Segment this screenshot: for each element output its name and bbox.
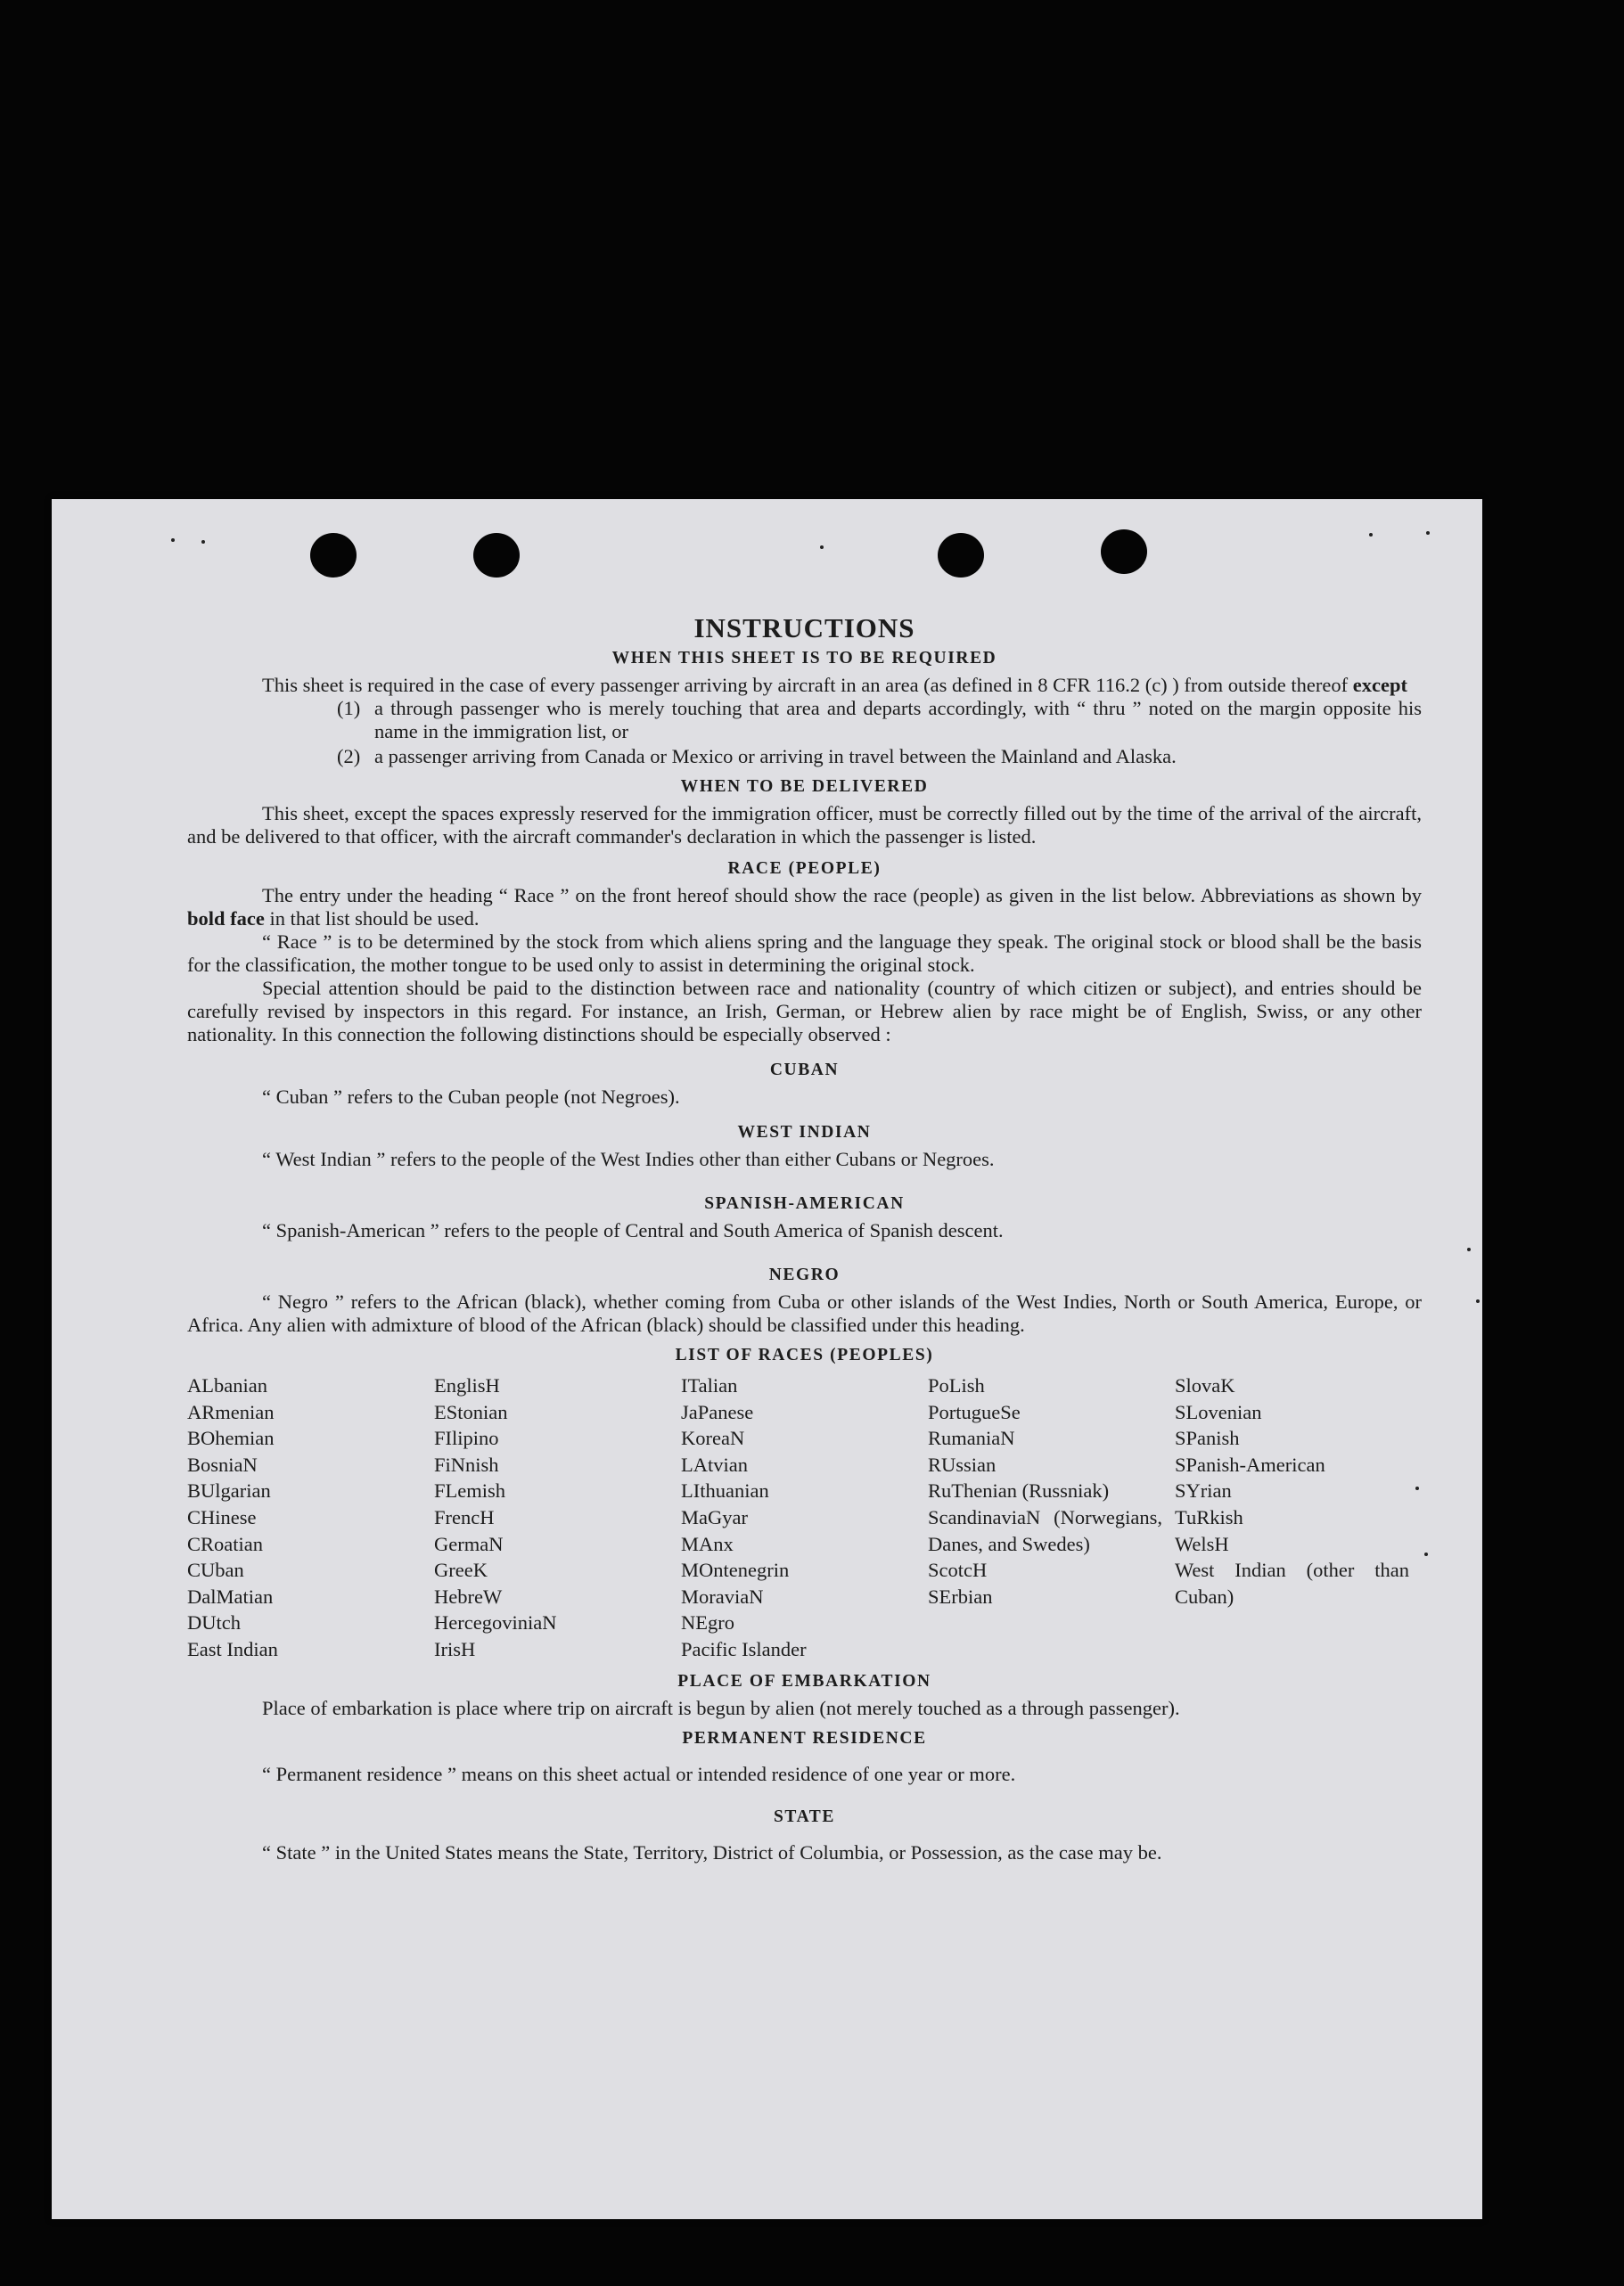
race-entry: FrencH (434, 1505, 495, 1528)
cuban-text: “ Cuban ” refers to the Cuban people (not Negroes). (262, 1086, 680, 1108)
item-text: a passenger arriving from Canada or Mexico or arriving in travel between the Mainland and Alaska. (374, 745, 1177, 767)
race-entry: KoreaN (681, 1427, 745, 1450)
race-entry: ScandinaviaN (Norwegians, Danes, and Swedes) (928, 1505, 1162, 1555)
race-entry: SPanish-American (1175, 1453, 1325, 1476)
item-number: (2) (337, 745, 361, 767)
race-entry: ALbanian (187, 1374, 267, 1397)
race-entry: FIlipino (434, 1427, 499, 1450)
section-heading-list-of-races: LIST OF RACES (PEOPLES) (675, 1346, 934, 1364)
page-title: INSTRUCTIONS (693, 612, 915, 643)
punch-hole (1101, 529, 1147, 574)
race-paragraph-3: Special attention should be paid to the distinction between race and nationality (country of which citizen or subject), and entries should be carefully revised by inspectors in this regard. For instance, an Irish, German, or Hebrew alien by race might be of English, Swiss, or any other nationality. In this connection the following distinctions should be especially observed : (187, 977, 1422, 1045)
when-delivered-text: This sheet, except the spaces expressly reserved for the immigration officer, must be correctly filled out by the time of the arrival of the aircraft, and be delivered to that officer, with the aircraft commander's declaration in which the passenger is listed. (187, 802, 1422, 848)
race-entry: WelsH (1175, 1532, 1229, 1555)
punch-hole (310, 533, 357, 578)
race-entry: CRoatian (187, 1532, 263, 1555)
race-entry: MaGyar (681, 1505, 748, 1528)
item-text: a through passenger who is merely touching that area and departs accordingly, with “ thru ” noted on the margin opposite his name in the immigration list, or (374, 697, 1422, 742)
speck (201, 540, 205, 544)
race-entry: CHinese (187, 1505, 257, 1528)
race-entry: IrisH (434, 1637, 476, 1660)
instructions-content (187, 612, 1422, 1864)
bold-face-text: bold face (187, 907, 265, 930)
race-entry: West Indian (other than Cuban) (1175, 1559, 1409, 1608)
section-heading-spanish-american: SPANISH-AMERICAN (704, 1194, 905, 1213)
race-entry: EnglisH (434, 1374, 500, 1397)
section-heading-west-indian: WEST INDIAN (737, 1123, 872, 1142)
race-entry: ITalian (681, 1374, 738, 1397)
section-heading-race: RACE (PEOPLE) (727, 859, 882, 878)
race-entry: RUssian (928, 1453, 997, 1476)
race-entry: HebreW (434, 1585, 503, 1608)
race-entry: SErbian (928, 1585, 993, 1608)
race-entry: RuThenian (Russniak) (928, 1479, 1110, 1503)
section-heading-negro: NEGRO (768, 1266, 841, 1284)
speck (820, 545, 824, 549)
speck (1369, 533, 1373, 537)
document-page (52, 499, 1482, 2219)
state-text: “ State ” in the United States means the State, Territory, District of Columbia, or Possession, as the case may be. (262, 1840, 1162, 1864)
race-entry: MOntenegrin (681, 1559, 790, 1582)
exception-item (337, 697, 1422, 743)
race-entry: SLovenian (1175, 1400, 1262, 1423)
race-entry: PortugueSe (928, 1400, 1021, 1423)
race-entry: JaPanese (681, 1400, 754, 1423)
race-entry: EStonian (434, 1400, 508, 1423)
race-entry: PoLish (928, 1374, 985, 1397)
race-entry: TuRkish (1175, 1505, 1243, 1528)
race-entry: ARmenian (187, 1400, 275, 1423)
race-paragraph-1: The entry under the heading “ Race ” on the front hereof should show the race (people) as given in the list below. Abbreviations as shown by bold face in that list should be used. (187, 884, 1422, 930)
races-column-5 (1175, 1372, 1422, 1663)
embarkation-text: Place of embarkation is place where trip on aircraft is begun by alien (not merely touched as a through passenger). (262, 1696, 1180, 1719)
section-heading-when-required: WHEN THIS SHEET IS TO BE REQUIRED (611, 649, 997, 668)
speck (1476, 1299, 1480, 1303)
race-entry: Pacific Islander (681, 1637, 807, 1660)
race-entry: NEgro (681, 1611, 734, 1635)
race-entry: FLemish (434, 1479, 506, 1503)
race-entry: LAtvian (681, 1453, 748, 1476)
races-table (187, 1372, 1422, 1663)
race-entry: SPanish (1175, 1427, 1240, 1450)
race-entry: MoraviaN (681, 1585, 764, 1608)
race-entry: East Indian (187, 1637, 278, 1660)
speck (1426, 531, 1430, 535)
race-entry: BUlgarian (187, 1479, 271, 1503)
races-column-4 (928, 1372, 1175, 1663)
race-entry: CUban (187, 1559, 244, 1582)
race-entry: GermaN (434, 1532, 504, 1555)
punch-hole (938, 533, 984, 578)
race-entry: DUtch (187, 1611, 241, 1635)
speck (1467, 1248, 1471, 1251)
bold-except: except (1352, 674, 1407, 696)
speck (1424, 1553, 1428, 1556)
race-entry: ScotcH (928, 1559, 988, 1582)
exception-item (337, 745, 1422, 768)
spanish-american-text: “ Spanish-American ” refers to the people of Central and South America of Spanish descent. (262, 1219, 1004, 1241)
race-entry: MAnx (681, 1532, 734, 1555)
race-entry: FiNnish (434, 1453, 499, 1476)
section-heading-when-delivered: WHEN TO BE DELIVERED (680, 777, 929, 796)
races-column-1 (187, 1372, 434, 1663)
residence-text: “ Permanent residence ” means on this sheet actual or intended residence of one year or more. (262, 1762, 1016, 1785)
race-entry: HercegoviniaN (434, 1611, 557, 1635)
section-heading-cuban: CUBAN (769, 1061, 840, 1079)
race-entry: BosniaN (187, 1453, 258, 1476)
punch-hole (473, 533, 520, 578)
when-required-intro: This sheet is required in the case of every passenger arriving by aircraft in an area (as defined in 8 CFR 116.2 (c) ) from outside thereof except (262, 674, 1407, 696)
west-indian-text: “ West Indian ” refers to the people of the West Indies other than either Cubans or Negroes. (262, 1148, 995, 1170)
race-entry: LIthuanian (681, 1479, 769, 1503)
race-entry: DalMatian (187, 1585, 274, 1608)
race-entry: SYrian (1175, 1479, 1232, 1503)
race-entry: BOhemian (187, 1427, 275, 1450)
section-heading-embarkation: PLACE OF EMBARKATION (677, 1671, 931, 1691)
race-entry: RumaniaN (928, 1427, 1015, 1450)
section-heading-state: STATE (773, 1807, 836, 1826)
race-paragraph-2: “ Race ” is to be determined by the stock from which aliens spring and the language they speak. The original stock or blood shall be the basis for the classification, the mother tongue to be used only to assist in determining the original stock. (187, 930, 1422, 976)
races-column-3 (681, 1372, 928, 1663)
speck (171, 538, 175, 542)
race-entry: GreeK (434, 1559, 488, 1582)
section-heading-residence: PERMANENT RESIDENCE (682, 1728, 927, 1748)
item-number: (1) (337, 697, 361, 719)
negro-text: “ Negro ” refers to the African (black), whether coming from Cuba or other islands of the West Indies, North or South America, Europe, or Africa. Any alien with admixture of blood of the African (black) should be classified under this heading. (187, 1290, 1422, 1336)
race-entry: SlovaK (1175, 1374, 1235, 1397)
races-column-2 (434, 1372, 681, 1663)
